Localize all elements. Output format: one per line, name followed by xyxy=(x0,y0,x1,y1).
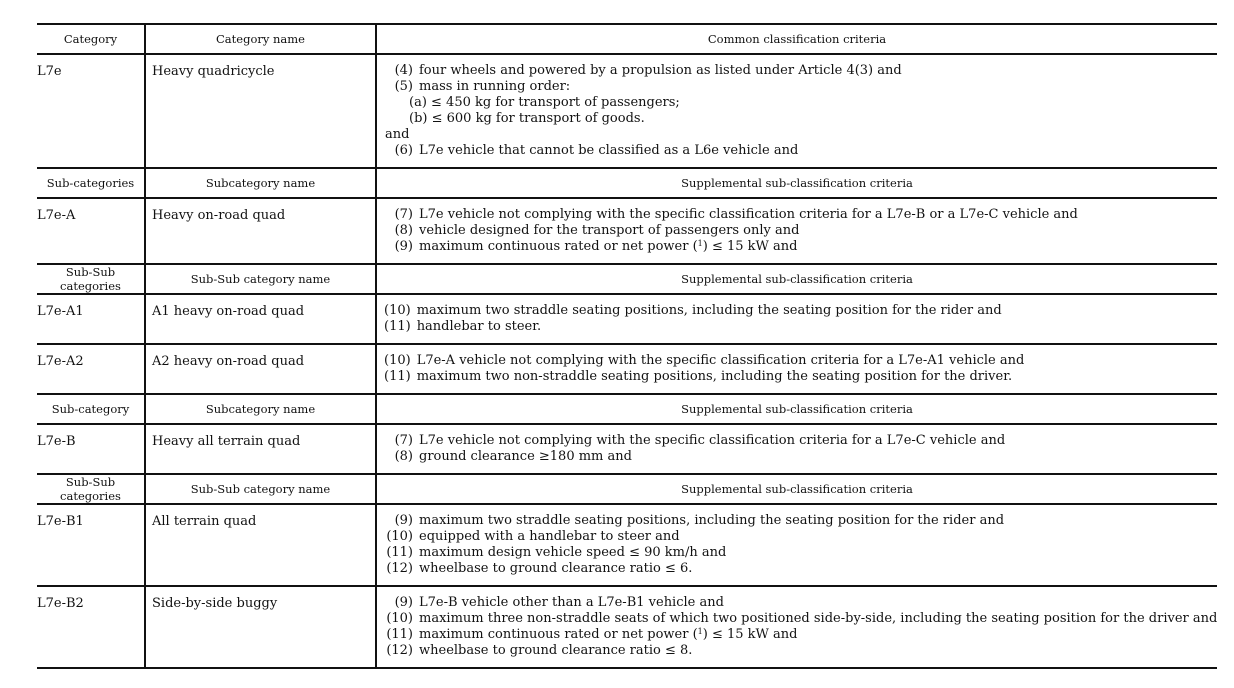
criterion-number: (11) xyxy=(386,627,413,642)
category-code: L7e-A1 xyxy=(37,304,84,319)
header-supplemental-criteria: Supplemental sub-classification criteria xyxy=(375,395,1217,423)
header-subsub-categories: Sub-Sub categories xyxy=(60,475,121,503)
header-category: Category xyxy=(63,32,118,46)
criterion-number: (9) xyxy=(394,239,413,254)
table-row-l7e-a2 xyxy=(37,345,1217,395)
criterion-number: (12) xyxy=(386,643,413,658)
header-subsub-categories: Sub-Sub categories xyxy=(60,265,121,293)
subcategory-header xyxy=(37,169,1217,199)
category-name: Heavy on-road quad xyxy=(144,199,375,263)
criterion-text-part: ) ≤ 15 kW and xyxy=(702,627,798,642)
criterion-text: L7e vehicle not complying with the specific classification criteria for a L7e-C vehicle and xyxy=(419,433,1006,448)
criterion-text: maximum design vehicle speed ≤ 90 km/h and xyxy=(419,545,727,560)
subsubcategory-header xyxy=(37,265,1217,295)
header-subcategories: Sub-categories xyxy=(46,176,135,190)
category-name: A1 heavy on-road quad xyxy=(144,295,375,343)
criterion-text: L7e-A vehicle not complying with the specific classification criteria for a L7e-A1 vehicle and xyxy=(416,353,1025,368)
subsubcategory-header xyxy=(37,475,1217,505)
criterion-text: handlebar to steer. xyxy=(416,319,542,334)
header-category-name: Category name xyxy=(144,25,375,53)
criterion-text: L7e-B vehicle other than a L7e-B1 vehicle and xyxy=(419,595,724,610)
criterion-number: (7) xyxy=(394,433,413,448)
criterion-number: (8) xyxy=(394,223,413,238)
table-row-l7e-a xyxy=(37,199,1217,265)
criterion-text: maximum three non-straddle seats of which two positioned side-by-side, including the seating position for the driver and xyxy=(419,611,1218,626)
criteria-cell xyxy=(375,55,1217,167)
classification-table xyxy=(37,23,1217,669)
criterion-number: (5) xyxy=(394,79,413,94)
criterion-number: (7) xyxy=(394,207,413,222)
category-name: All terrain quad xyxy=(144,505,375,585)
criterion-text: wheelbase to ground clearance ratio ≤ 6. xyxy=(419,561,693,576)
criterion-number: (10) xyxy=(386,529,413,544)
subcategory-header xyxy=(37,395,1217,425)
criterion-text-part: maximum continuous rated or net power ( xyxy=(419,627,698,642)
category-code: L7e-B xyxy=(37,434,76,449)
criterion-text xyxy=(419,239,797,255)
criterion-number: (10) xyxy=(384,353,411,368)
footnote-ref: 1 xyxy=(697,627,703,636)
criterion-text: equipped with a handlebar to steer and xyxy=(419,529,680,544)
category-code: L7e-B1 xyxy=(37,514,84,529)
category-name: A2 heavy on-road quad xyxy=(144,345,375,393)
criteria-cell xyxy=(375,587,1217,667)
criteria-cell xyxy=(375,345,1217,393)
category-code: L7e-B2 xyxy=(37,596,84,611)
criterion-text: maximum two straddle seating positions, including the seating position for the rider and xyxy=(419,513,1005,528)
criterion-text: mass in running order: xyxy=(419,79,571,94)
criterion-subitem: (b) ≤ 600 kg for transport of goods. xyxy=(409,111,645,126)
criteria-cell xyxy=(375,425,1217,473)
criterion-number: (10) xyxy=(386,611,413,626)
table-row-l7e xyxy=(37,55,1217,169)
criterion-text: L7e vehicle not complying with the specific classification criteria for a L7e-B or a L7e-C vehicle and xyxy=(419,207,1078,222)
criterion-text: vehicle designed for the transport of passengers only and xyxy=(419,223,800,238)
criteria-cell xyxy=(375,295,1217,343)
category-name: Side-by-side buggy xyxy=(144,587,375,667)
header-criteria: Common classification criteria xyxy=(375,25,1217,53)
criterion-text: maximum two non-straddle seating positions, including the seating position for the driver. xyxy=(416,369,1013,384)
table-row-l7e-b xyxy=(37,425,1217,475)
header-supplemental-criteria: Supplemental sub-classification criteria xyxy=(375,169,1217,197)
category-code: L7e-A xyxy=(37,208,76,223)
criterion-text xyxy=(419,627,797,643)
criterion-text: wheelbase to ground clearance ratio ≤ 8. xyxy=(419,643,693,658)
header-subsub-category-name: Sub-Sub category name xyxy=(144,475,375,503)
criterion-text: L7e vehicle that cannot be classified as a L6e vehicle and xyxy=(419,143,799,158)
footnote-ref: 1 xyxy=(697,239,703,248)
criterion-text-part: maximum continuous rated or net power ( xyxy=(419,239,698,254)
table-row-l7e-b2 xyxy=(37,587,1217,669)
table-row-l7e-a1 xyxy=(37,295,1217,345)
criteria-cell xyxy=(375,199,1217,263)
criterion-subitem: (a) ≤ 450 kg for transport of passengers; xyxy=(409,95,680,110)
category-code: L7e-A2 xyxy=(37,354,84,369)
criterion-number: (11) xyxy=(386,545,413,560)
criterion-number: (6) xyxy=(394,143,413,158)
header-subcategory-name: Subcategory name xyxy=(144,169,375,197)
criterion-number: (11) xyxy=(384,319,411,334)
table-row-l7e-b1 xyxy=(37,505,1217,587)
category-name: Heavy quadricycle xyxy=(144,55,375,167)
criterion-text: four wheels and powered by a propulsion as listed under Article 4(3) and xyxy=(419,63,902,78)
criterion-number: (4) xyxy=(394,63,413,78)
header-supplemental-criteria: Supplemental sub-classification criteria xyxy=(375,475,1217,503)
criterion-number: (10) xyxy=(384,303,411,318)
criterion-text: ground clearance ≥180 mm and xyxy=(419,449,632,464)
header-subsub-category-name: Sub-Sub category name xyxy=(144,265,375,293)
header-supplemental-criteria: Supplemental sub-classification criteria xyxy=(375,265,1217,293)
criterion-number: (8) xyxy=(394,449,413,464)
criterion-number: (11) xyxy=(384,369,411,384)
criterion-number: (9) xyxy=(394,595,413,610)
category-name: Heavy all terrain quad xyxy=(144,425,375,473)
header-subcategory: Sub-category xyxy=(51,402,130,416)
criterion-number: (9) xyxy=(394,513,413,528)
category-code: L7e xyxy=(37,64,62,79)
header-subcategory-name: Subcategory name xyxy=(144,395,375,423)
criteria-cell xyxy=(375,505,1217,585)
criterion-number: (12) xyxy=(386,561,413,576)
criterion-connector: and xyxy=(385,127,410,142)
criterion-text: maximum two straddle seating positions, including the seating position for the rider and xyxy=(416,303,1002,318)
criterion-text-part: ) ≤ 15 kW and xyxy=(702,239,798,254)
table-header xyxy=(37,25,1217,55)
